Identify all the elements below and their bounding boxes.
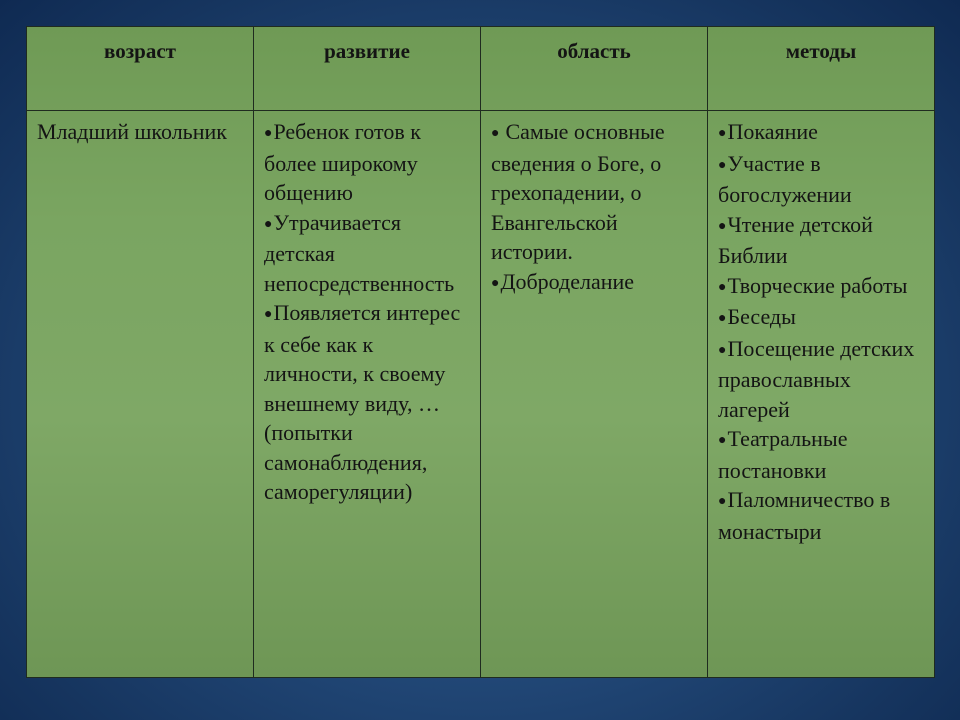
list-item: ●Беседы	[718, 304, 796, 329]
header-development: развитие	[254, 27, 481, 111]
cell-development	[254, 111, 481, 678]
list-item: ●Театральные постановки	[718, 426, 848, 483]
bullet-icon: ●	[718, 342, 727, 358]
content-table	[26, 26, 935, 678]
list-item: ●Чтение детской Библии	[718, 211, 873, 268]
bullet-icon: ●	[718, 157, 727, 173]
cell-methods	[708, 111, 935, 678]
list-item: ●Паломничество в монастыри	[718, 487, 891, 544]
bullet-icon: ●	[718, 126, 727, 141]
header-age: возраст	[27, 27, 254, 111]
cell-area	[481, 111, 708, 678]
bullet-icon: ●	[718, 311, 727, 326]
list-item: ●Творческие работы	[718, 272, 908, 298]
bullet-icon: ●	[491, 275, 500, 291]
bullet-icon: ●	[718, 218, 727, 234]
bullet-icon: ●	[718, 433, 727, 448]
bullet-icon: ●	[718, 494, 727, 509]
age-text: Младший школьник	[37, 119, 227, 144]
list-item: ●Покаяние	[718, 119, 818, 144]
table-row	[27, 111, 935, 678]
list-item: ● Самые основные сведения о Боге, о грехопадении, о Евангельской истории.	[491, 119, 665, 264]
cell-age	[27, 111, 254, 678]
list-item: ●Доброделание	[491, 268, 635, 294]
header-area: область	[481, 27, 708, 111]
bullet-icon: ●	[264, 126, 273, 141]
header-row	[27, 27, 935, 111]
list-item: ●Появляется интерес к себе как к личности, к своему внешнему виду, …(попытки самонаблюдения, саморегуляции)	[264, 300, 461, 504]
list-item: ●Ребенок готов к более широкому общению	[264, 119, 421, 205]
list-item: ●Участие в богослужении	[718, 150, 852, 207]
list-item: ●Утрачивается детская непосредственность	[264, 209, 455, 296]
list-item: ●Посещение детских православных лагерей	[718, 335, 915, 422]
header-methods: методы	[708, 27, 935, 111]
bullet-icon: ●	[718, 279, 727, 295]
bullet-icon: ●	[264, 307, 273, 322]
bullet-icon: ●	[491, 126, 500, 141]
bullet-icon: ●	[264, 216, 273, 232]
